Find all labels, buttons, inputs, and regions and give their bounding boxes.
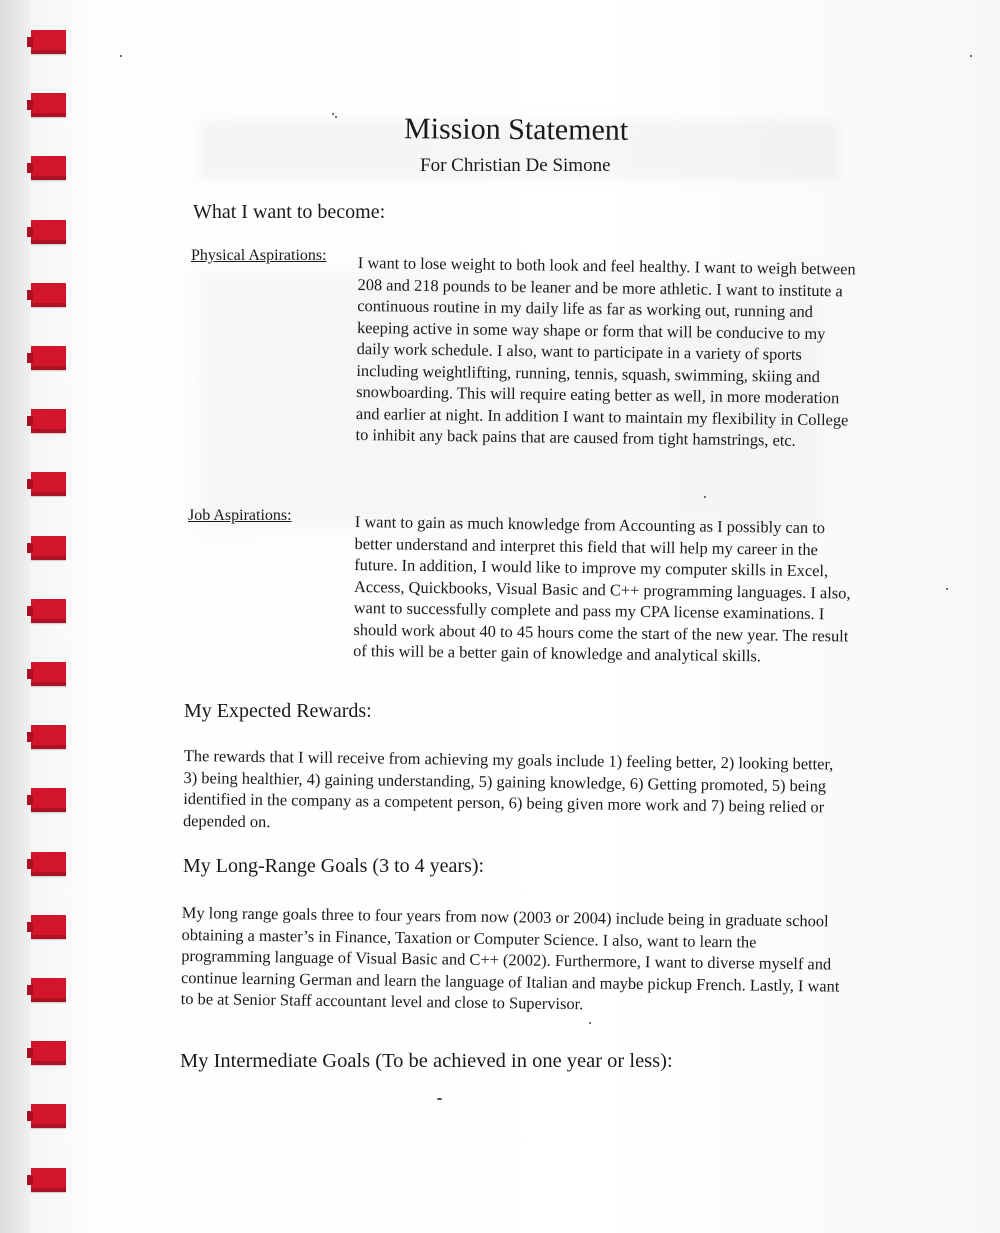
scan-speck	[437, 1098, 442, 1100]
binding-slot	[31, 599, 66, 623]
scan-speck	[335, 116, 337, 118]
scan-speck	[970, 55, 972, 57]
binding-slot	[31, 283, 66, 307]
page-title: Mission Statement	[403, 112, 629, 147]
binding-slot	[31, 472, 66, 496]
heading-expected-rewards: My Expected Rewards:	[184, 700, 372, 722]
heading-intermediate-goals: My Intermediate Goals (To be achieved in one year or less):	[180, 1050, 673, 1072]
binding-slot	[31, 30, 66, 54]
binding-slot	[31, 409, 66, 433]
scan-speck	[589, 1022, 591, 1024]
page-subtitle: For Christian De Simone	[420, 155, 611, 176]
binding-slot	[31, 536, 66, 560]
scan-speck	[120, 55, 122, 57]
scan-speck	[946, 588, 948, 590]
binding-edge	[0, 0, 30, 1233]
binding-slot	[31, 156, 66, 180]
binding-slot	[31, 1041, 66, 1065]
binding-slot	[31, 346, 66, 370]
label-job-aspirations: Job Aspirations:	[188, 507, 292, 524]
binding-slot	[31, 788, 66, 812]
binding-slot	[31, 852, 66, 876]
binding-slot	[31, 978, 66, 1002]
binding-slot	[31, 725, 66, 749]
heading-what-i-want-to-become: What I want to become:	[193, 201, 386, 223]
heading-long-range-goals: My Long-Range Goals (3 to 4 years):	[183, 855, 485, 877]
scan-speck	[332, 113, 334, 115]
job-aspirations-text: I want to gain as much knowledge from Accounting as I possibly can to better understand and interpret this field that will help my career in the future. In addition, I would like to improve my computer skills in Excel, Access, Quickbooks, Visual Basic and C++ programming languages. I also, want to successfully complete and pass my CPA license examinations. I should work about 40 to 45 hours come the start of the new year. The result of this will be a better gain of knowledge and analytical skills.	[353, 511, 851, 666]
scan-speck	[704, 496, 706, 498]
binding-slot	[31, 915, 66, 939]
label-physical-aspirations: Physical Aspirations:	[191, 247, 327, 264]
binding-slot	[31, 1168, 66, 1192]
binding-slot	[31, 1104, 66, 1128]
binding-slot	[31, 93, 66, 117]
binding-slot	[31, 662, 66, 686]
binding-slot	[31, 220, 66, 244]
long-range-goals-text: My long range goals three to four years from now (2003 or 2004) include being in graduate school obtaining a master’s in Finance, Taxation or Computer Science. I also, want to learn the programming language of Visual Basic and C++ (2002). Furthermore, I want to diverse myself and continue learning German and learn the language of Italian and maybe pickup French. Lastly, I want to be at Senior Staff accountant level and close to Supervisor.	[180, 902, 840, 1014]
physical-aspirations-text: I want to lose weight to both look and feel healthy. I want to weigh between 208 and 218 pounds to be leaner and be more athletic. I want to institute a continuous routine in my daily life as far as working out, running and keeping active in some way shape or form that will be conducive to my daily work schedule. I also, want to participate in a variety of sports including weightlifting, running, tennis, squash, swimming, skiing and snowboarding. This will require eating better as well, in more moderation and earlier at night. In addition I want to maintain my flexibility in College to inhibit any back pains that are caused from tight hamstrings, etc.	[355, 252, 856, 450]
expected-rewards-text: The rewards that I will receive from achieving my goals include 1) feeling better, 2) looking better, 3) being healthier, 4) gaining understanding, 5) gaining knowledge, 6) Getting promoted, 5) being identified in the company as a competent person, 6) being given more work and 7) being relied or depended on.	[182, 745, 834, 831]
